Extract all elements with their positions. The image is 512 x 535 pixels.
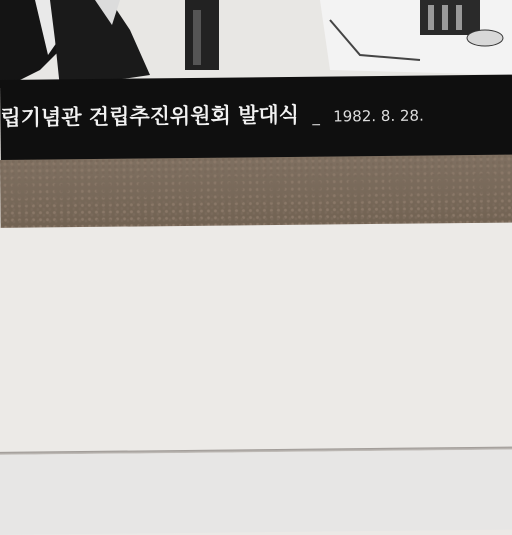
lower-paper-sheet (0, 449, 512, 535)
person-center-suit (50, 0, 150, 88)
cup (467, 30, 503, 46)
bottle-2 (442, 5, 448, 30)
figure-standing (185, 0, 219, 70)
bottle-3 (456, 5, 462, 30)
caption-title: 립기념관 건립추진위원회 발대식 (0, 102, 300, 130)
caption-separator: _ (312, 107, 320, 126)
caption-date: 1982. 8. 28. (333, 106, 424, 126)
photo-caption-bar (0, 75, 512, 168)
figure-detail (193, 10, 201, 65)
bottle-1 (428, 5, 434, 30)
photo-caption (0, 98, 424, 132)
